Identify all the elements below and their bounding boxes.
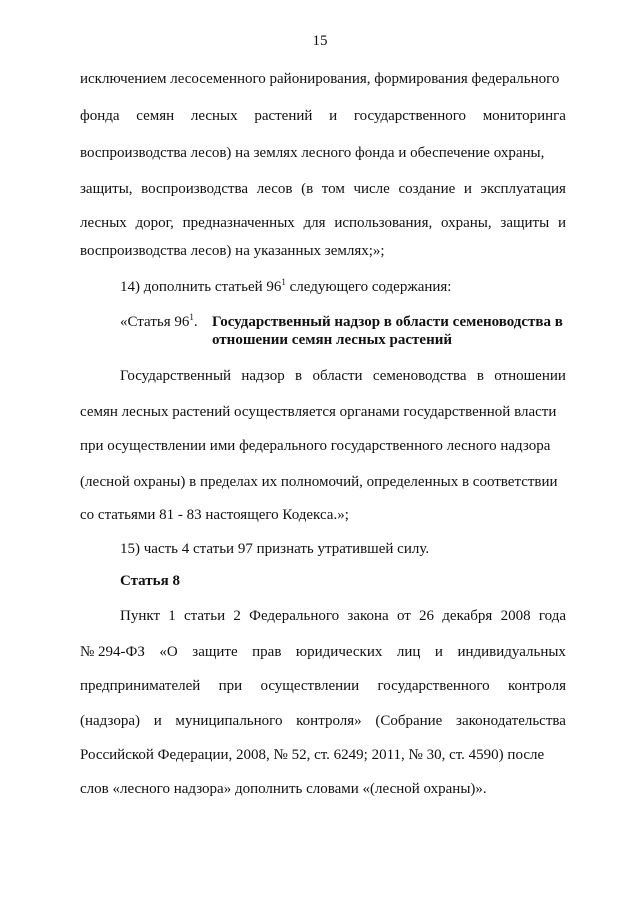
word: предназначенных <box>182 215 295 231</box>
word: создание <box>398 181 456 197</box>
word: защиты <box>500 215 550 231</box>
list-item-14 <box>120 278 566 296</box>
word: лесных <box>190 108 238 124</box>
article-title-line: Государственный надзор в области семеноводства в <box>212 314 563 330</box>
word: числе <box>353 181 390 197</box>
word: прав <box>252 644 282 660</box>
word: использования, <box>334 215 433 231</box>
word: семян <box>136 108 175 124</box>
paragraph-line: при осуществлении ими федерального государственного лесного надзора <box>80 438 551 454</box>
word: 2 <box>233 608 241 624</box>
article-label <box>120 313 198 331</box>
article-title-line: отношении семян лесных растений <box>212 332 453 348</box>
word: в <box>295 368 303 384</box>
list-item-text: 14) дополнить статьей 96 <box>120 279 282 295</box>
article-label-text: «Статья 96 <box>120 314 190 330</box>
word: лиц <box>396 644 421 660</box>
word: эксплуатация <box>480 181 566 197</box>
word: области <box>312 368 363 384</box>
word: предпринимателей <box>80 678 201 694</box>
paragraph-line <box>120 607 566 625</box>
list-item-text: следующего содержания: <box>285 279 452 295</box>
paragraph-line <box>80 643 566 661</box>
word: лесных <box>80 215 127 231</box>
word: семеноводства <box>372 368 467 384</box>
word: дорог, <box>135 215 174 231</box>
word: государственного <box>353 108 466 124</box>
word: мониторинга <box>482 108 566 124</box>
word: и <box>153 713 162 729</box>
word: законодательства <box>456 713 566 729</box>
word: (Собрание <box>375 713 443 729</box>
article-label-text: . <box>193 314 198 330</box>
word: при <box>218 678 243 694</box>
word: Государственный <box>120 368 232 384</box>
word: осуществлении <box>260 678 360 694</box>
word: в <box>476 368 484 384</box>
word: юридических <box>295 644 383 660</box>
page-number: 15 <box>312 33 328 49</box>
word: и <box>329 108 338 124</box>
word: индивидуальных <box>457 644 566 660</box>
word: охраны, <box>441 215 492 231</box>
word: контроля» <box>296 713 362 729</box>
paragraph-line: (лесной охраны) в пределах их полномочий, определенных в соответствии <box>80 474 558 490</box>
paragraph-line <box>120 367 566 385</box>
word: № 294-ФЗ <box>80 644 145 660</box>
paragraph-line: семян лесных растений осуществляется органами государственной власти <box>80 404 557 420</box>
word: Федерального <box>249 608 340 624</box>
word: том <box>321 181 345 197</box>
word: 2008 <box>500 608 531 624</box>
paragraph-line: со статьями 81 - 83 настоящего Кодекса.»; <box>80 507 349 523</box>
word: декабря <box>442 608 493 624</box>
word: «О <box>159 644 178 660</box>
paragraph-line: воспроизводства лесов) на указанных землях;»; <box>80 243 385 259</box>
word: защиты, <box>80 181 133 197</box>
word: для <box>303 215 326 231</box>
word: воспроизводства <box>141 181 249 197</box>
word: от <box>396 608 411 624</box>
paragraph-line <box>80 214 566 232</box>
word: 26 <box>419 608 435 624</box>
word: растений <box>254 108 313 124</box>
word: контроля <box>508 678 566 694</box>
word: фонда <box>80 108 120 124</box>
paragraph-line <box>80 712 566 730</box>
word: лесов <box>256 181 293 197</box>
superscript: 1 <box>281 277 286 287</box>
paragraph-line: воспроизводства лесов) на землях лесного фонда и обеспечение охраны, <box>80 145 545 161</box>
word: закона <box>347 608 389 624</box>
article-8-heading: Статья 8 <box>120 573 180 589</box>
word: муниципального <box>175 713 283 729</box>
paragraph-line: Российской Федерации, 2008, № 52, ст. 6249; 2011, № 30, ст. 4590) после <box>80 747 545 763</box>
word: надзор <box>241 368 285 384</box>
word: и <box>463 181 472 197</box>
word: отношении <box>494 368 566 384</box>
word: статьи <box>184 608 226 624</box>
word: 1 <box>168 608 176 624</box>
superscript: 1 <box>189 312 194 322</box>
word: и <box>434 644 443 660</box>
word: (надзора) <box>80 713 140 729</box>
paragraph-line: слов «лесного надзора» дополнить словами «(лесной охраны)». <box>80 781 487 797</box>
paragraph-line <box>80 180 566 198</box>
word: (в <box>301 181 314 197</box>
list-item-15: 15) часть 4 статьи 97 признать утратившей силу. <box>120 541 430 557</box>
word: и <box>557 215 566 231</box>
paragraph-line: исключением лесосеменного районирования, формирования федерального <box>80 71 560 87</box>
paragraph-line <box>80 677 566 695</box>
word: государственного <box>377 678 490 694</box>
word: защите <box>192 644 238 660</box>
paragraph-line <box>80 107 566 125</box>
word: года <box>538 608 566 624</box>
word: Пункт <box>120 608 161 624</box>
